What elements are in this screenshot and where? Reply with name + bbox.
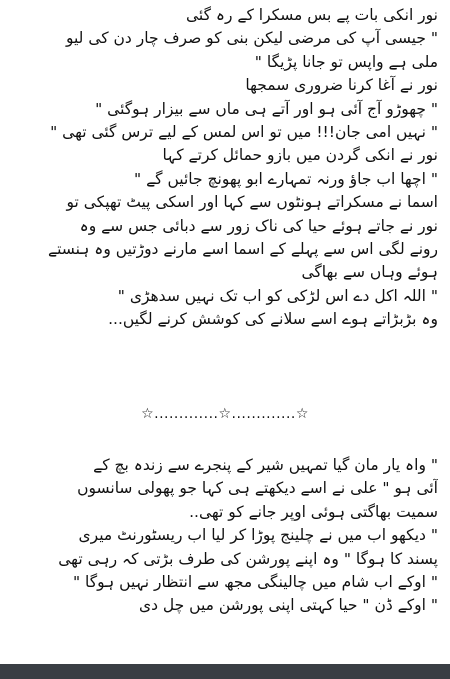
text-line: رونے لگی اس سے پہلے کے اسما اسے مارنے دوڑتیں وہ ہنستے	[48, 239, 438, 258]
section-divider: ☆.............☆.............☆	[141, 406, 309, 422]
text-line: " چھوڑو آج آئی ہو اور آتے ہی ماں سے بیزار ہوگئی "	[95, 99, 438, 118]
text-line: " اوکے ڈن " حیا کہتی اپنی پورشن میں چل دی	[138, 596, 438, 615]
text-line: ہوئے وہاں سے بھاگی	[301, 263, 438, 282]
text-line: وہ بڑبڑاتے ہوے اسے سلانے کی کوشش کرنے لگیں...	[108, 310, 438, 329]
text-line: آئی ہو " علی نے اسے دیکھتے ہی کہا جو پھولی سانسوں	[77, 479, 438, 498]
text-line: ملی ہے واپس تو جانا پڑیگا "	[254, 52, 438, 71]
text-line: اسما نے مسکراتے ہونٹوں سے کہا اور اسکی پیٹ تھپکی تو	[66, 193, 438, 212]
text-line: پسند کا ہوگا " وہ اپنے پورشن کی طرف بڑتی کہ رہی تھی	[58, 549, 438, 568]
text-line: " اچھا اب جاؤ ورنہ تمہارے ابو پھونچ جائیں گے "	[134, 169, 438, 188]
text-line: نور نے جاتے ہوئے حیا کی ناک زور سے دبائی جس سے وہ	[79, 216, 438, 235]
text-line: " اوکے اب شام میں چالینگی مجھ سے انتظار نہیں ہوگا "	[72, 572, 438, 591]
paragraph-1	[10, 4, 438, 331]
paragraph-2	[10, 454, 438, 618]
text-line: " نہیں امی جان!!! میں تو اس لمس کے لیے ترس گئی تھی "	[50, 122, 438, 141]
text-line: " اللہ اکل دے اس لڑکی کو اب تک نہیں سدھڑی "	[117, 286, 438, 305]
text-line: نور نے آغا کرنا ضروری سمجھا	[245, 76, 438, 95]
text-line: سمیت بھاگتی ہوئی اوپر جانے کو تھی..	[189, 502, 438, 521]
text-line: نور انکی بات پے بس مسکرا کے رہ گئی	[186, 6, 438, 24]
text-line: نور نے انکی گردن میں بازو حمائل کرتے کہا	[162, 146, 438, 165]
text-line: " جیسی آپ کی مرضی لیکن بنی کو صرف چار دن کی لیو	[65, 29, 438, 48]
bottom-bar	[0, 664, 450, 679]
text-line: " دیکھو اب میں نے چلینج پوڑا کر لیا اب ریسٹورنٹ میری	[78, 526, 438, 545]
text-line: " واہ یار مان گیا تمہیں شیر کے پنجرے سے زندہ بچ کے	[93, 456, 438, 474]
